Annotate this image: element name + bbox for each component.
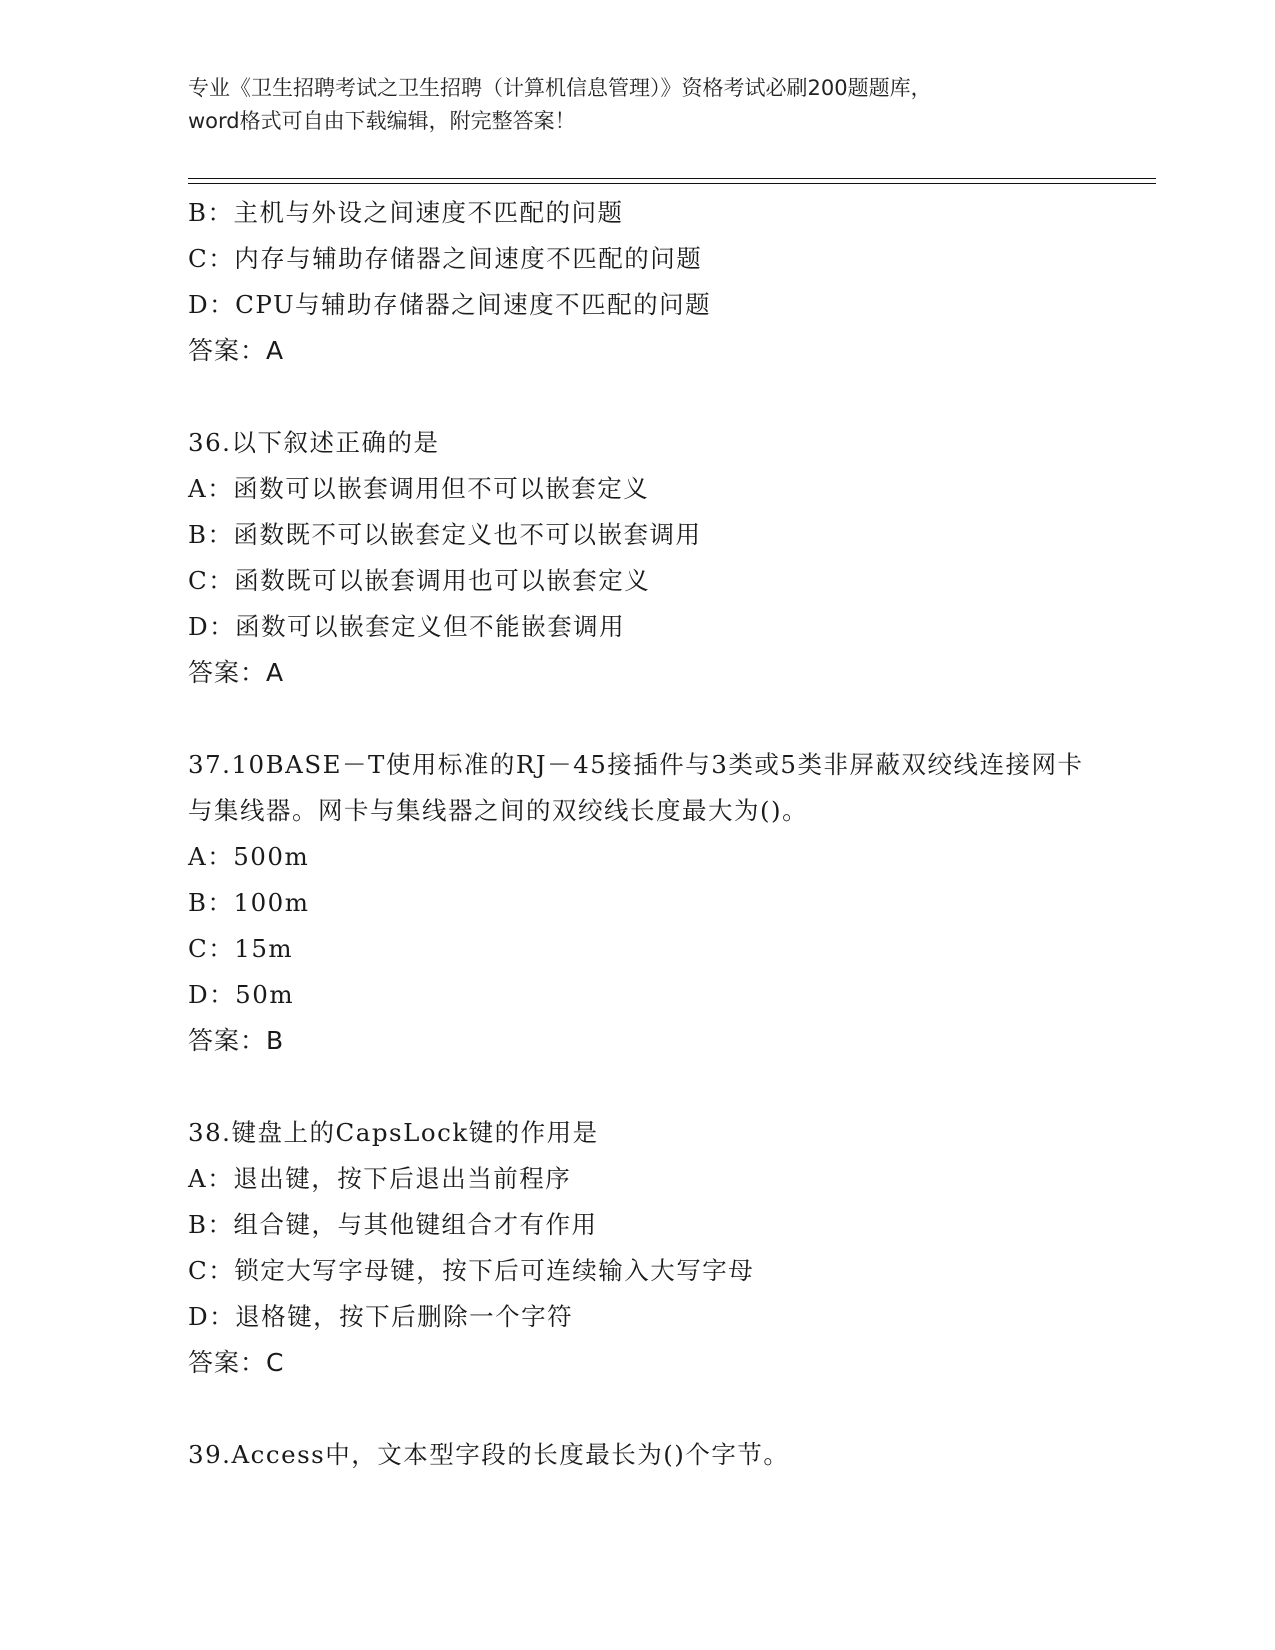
- q38-option-a: A：退出键，按下后退出当前程序: [188, 1164, 572, 1193]
- q38-option-c: C：锁定大写字母键，按下后可连续输入大写字母: [188, 1256, 755, 1285]
- q36-option-b: B：函数既不可以嵌套定义也不可以嵌套调用: [188, 520, 702, 549]
- q35-option-c: C：内存与辅助存储器之间速度不匹配的问题: [188, 244, 703, 273]
- q36-answer: 答案：A: [188, 658, 285, 687]
- q36-option-a: A：函数可以嵌套调用但不可以嵌套定义: [188, 474, 650, 503]
- q36-option-d: D：函数可以嵌套定义但不能嵌套调用: [188, 612, 626, 641]
- q39-title: 39.Access中，文本型字段的长度最长为()个字节。: [188, 1440, 790, 1469]
- question-35: [188, 190, 1128, 374]
- q37-title: 37.10BASE－T使用标准的RJ－45接插件与3类或5类非屏蔽双绞线连接网卡与集线器。网卡与集线器之间的双绞线长度最大为()。: [188, 750, 1084, 825]
- q37-option-a: A：500m: [188, 842, 310, 871]
- spacer: [188, 1064, 1128, 1110]
- q35-answer: 答案：A: [188, 336, 285, 365]
- header-divider-top: [188, 178, 1156, 179]
- question-37: [188, 742, 1128, 1064]
- document-header: [188, 72, 1088, 138]
- q35-option-b: B：主机与外设之间速度不匹配的问题: [188, 198, 624, 227]
- question-list: [188, 190, 1128, 1478]
- q37-option-d: D：50m: [188, 980, 295, 1009]
- header-divider-bottom: [188, 183, 1156, 184]
- q37-option-b: B：100m: [188, 888, 310, 917]
- q38-title: 38.键盘上的CapsLock键的作用是: [188, 1118, 599, 1147]
- question-36: [188, 420, 1128, 696]
- q38-option-b: B：组合键，与其他键组合才有作用: [188, 1210, 598, 1239]
- q38-option-d: D：退格键，按下后删除一个字符: [188, 1302, 574, 1331]
- q37-answer: 答案：B: [188, 1026, 285, 1055]
- spacer: [188, 1386, 1128, 1432]
- q36-title: 36.以下叙述正确的是: [188, 428, 440, 457]
- q38-answer: 答案：C: [188, 1348, 285, 1377]
- q36-option-c: C：函数既可以嵌套调用也可以嵌套定义: [188, 566, 651, 595]
- spacer: [188, 374, 1128, 420]
- spacer: [188, 696, 1128, 742]
- header-title-line-2: word格式可自由下载编辑，附完整答案！: [188, 109, 576, 133]
- q35-option-d: D：CPU与辅助存储器之间速度不匹配的问题: [188, 290, 712, 319]
- question-38: [188, 1110, 1128, 1386]
- question-39: [188, 1432, 1128, 1478]
- header-title-line-1: 专业《卫生招聘考试之卫生招聘（计算机信息管理）》资格考试必刷200题题库，: [188, 76, 932, 100]
- q37-option-c: C：15m: [188, 934, 294, 963]
